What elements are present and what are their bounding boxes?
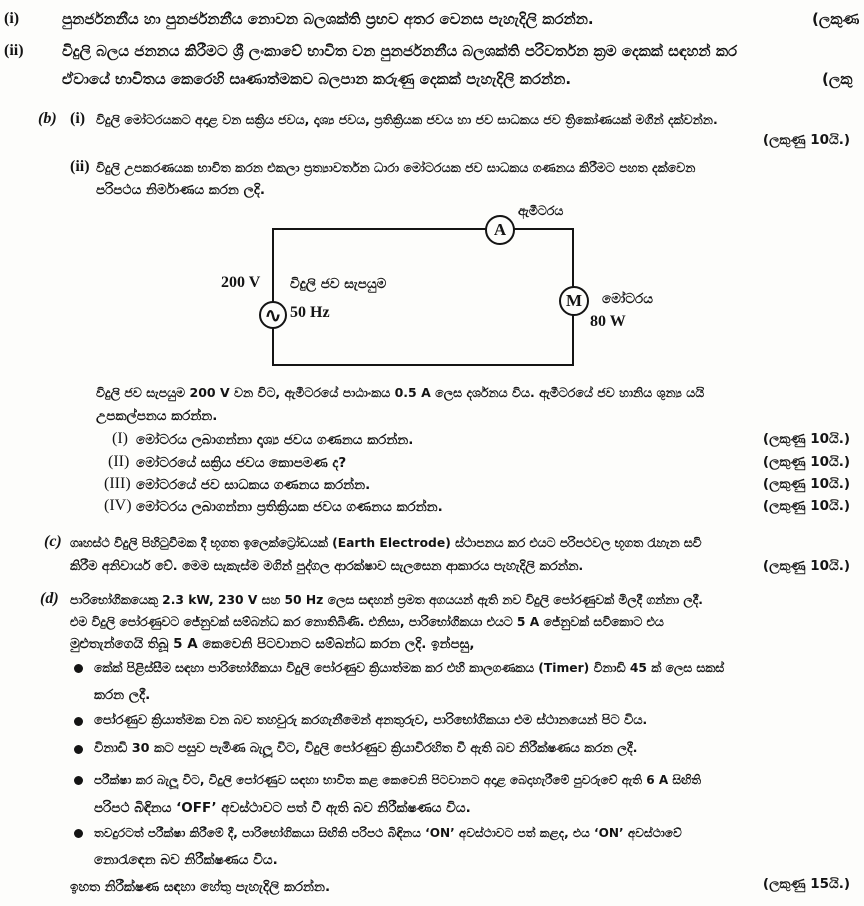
ammeter-label: ඇමීටරය — [518, 203, 564, 218]
observation-4-line1: පරීක්ෂා කර බැලූ විට, විදුලි පෝරණුව සඳහා භාවිත කළ කෙවෙනි පිටවානට අදාළ බෙදාහැරීමේ පුවරුවේ ඇති 6 A සිඟිති — [94, 773, 702, 787]
part-b-i-number: (i) — [70, 110, 86, 127]
part-d-final-marks: (ලකුණු 15යි.) — [762, 876, 850, 892]
question-i-text: පුනර්ජනනීය හා පුනර්ජනනීය නොවන බලශක්ති ප්‍රභව අතර වෙනස පැහැදිලි කරන්න. — [62, 10, 594, 28]
part-b-ii-number: (ii) — [70, 158, 90, 175]
sub-question-I-number: (I) — [112, 430, 128, 447]
sub-question-IV-text: මෝටරය ලබාගන්නා ප්‍රතික්‍රියක ජවය ගණනය කරන්න. — [136, 499, 443, 515]
sub-question-I-text: මෝටරය ලබාගන්නා දෘශ්‍ය ජවය ගණනය කරන්න. — [136, 432, 414, 448]
observation-4-line2: පරිපථ බිඳිනය ‘OFF’ අවස්ථාවට පත් වී ඇති බව නිරීක්ෂණය විය. — [94, 800, 471, 816]
part-d-text-line3: මුළුතැන්ගෙයි තිබූ 5 A කෙවෙනි පිටවානට සම්බන්ධ කරන ලදි. ඉන්පසු, — [70, 636, 475, 652]
bullet-dot — [74, 745, 83, 754]
observation-1-line2: කරන ලදී. — [94, 687, 151, 703]
motor-symbol: M — [559, 286, 589, 316]
part-d-final-text: ඉහත නිරීක්ෂණ සඳහා හේතු පැහැදිලි කරන්න. — [70, 879, 331, 895]
supply-frequency: 50 Hz — [290, 304, 330, 321]
part-b-i-text: විදුලි මෝටරයකට අදාළ වන සක්‍රිය ජවය, දෘශ්‍ය ජවය, ප්‍රතික්‍රියක ජවය හා ජව සාධකය ජව ත්‍රිකෝණයක් මගින් දක්වන්න. — [96, 112, 718, 127]
sub-question-III-text: මෝටරයේ ජව සාධකය ගණනය කරන්න. — [136, 477, 371, 493]
question-ii-marks: (ලකු — [822, 70, 853, 88]
observation-5-line2: නොරැඳෙන බව නිරීක්ෂණය විය. — [94, 852, 278, 868]
part-b-i-marks: (ලකුණු 10යි.) — [762, 132, 850, 148]
sub-question-IV-marks: (ලකුණු 10යි.) — [762, 498, 850, 514]
sub-question-II-marks: (ලකුණු 10යි.) — [762, 454, 850, 470]
part-c-text-line2: කිරීම අනිවාර්ය වේ. මෙම සැකැස්ම මගින් පුද්ගල ආරක්ෂාව සැලසෙන ආකාරය පැහැදිලි කරන්න. — [70, 559, 584, 574]
part-c-text-line1: ගෘහස්ථ විදුලි පිහිටුවීමක දී භූගත ඉලෙක්ට්‍රෝඩයක් (Earth Electrode) ස්ථාපනය කර එයට පරිපථවල භූගත රැහැන සවි — [70, 536, 702, 550]
observation-3-line1: විනාඩි 30 කට පසුව පැමිණ බැලූ විට, විදුලි පෝරණුව ක්‍රියාවිරහිත වී ඇති බව නිරීක්ෂණය කරන ලදී. — [94, 741, 638, 756]
wire-left — [272, 228, 274, 366]
part-b-after-text-line1: විදුලි ජව සැපයුම 200 V වන විට, ඇමීටරයේ පාඨාංකය 0.5 A ලෙස දර්ශනය විය. ඇමීටරයේ ජව හානිය ශුන්‍ය යයි — [96, 385, 705, 400]
part-b-label: (b) — [38, 110, 57, 127]
sub-question-IV-number: (IV) — [104, 497, 132, 514]
motor-label: මෝටරය — [602, 291, 653, 307]
supply-voltage: 200 V — [221, 274, 261, 291]
part-b-ii-text-line2: පරිපථය නිර්මාණය කරන ලදි. — [96, 182, 266, 198]
bullet-dot — [74, 829, 83, 838]
sub-question-II-number: (II) — [108, 453, 130, 470]
sub-question-III-number: (III) — [104, 475, 131, 492]
bullet-dot — [74, 717, 83, 726]
supply-label: විදුලි ජව සැපයුම — [290, 276, 387, 292]
part-c-marks: (ලකුණු 10යි.) — [762, 558, 850, 574]
observation-1-line1: කේක් පිළිස්සීම සඳහා පාරිභෝගිකයා විදුලි පෝරණුව ක්‍රියාත්මක කර එහි කාලගණකය (Timer) විනාඩි 45 ක් ලෙස සකස් — [94, 661, 725, 675]
question-ii-text-line2: ඒවායේ භාවිතය කෙරෙහි සෘණාත්මකව බලපාන කරුණු දෙකක් පැහැදිලි කරන්න. — [62, 70, 572, 88]
wire-bottom — [272, 364, 574, 366]
ammeter-symbol: A — [485, 215, 515, 245]
part-b-after-text-line2: උපකල්පනය කරන්න. — [96, 408, 218, 424]
part-d-text-line1: පාරිභෝගිකයෙකු 2.3 kW, 230 V සහ 50 Hz ලෙස සඳහන් ප්‍රමත අගයයන් ඇති නව විදුලි පෝරණුවක් මිලදී ගන්නා ලදී. — [70, 593, 703, 607]
sub-question-III-marks: (ලකුණු 10යි.) — [762, 476, 850, 492]
part-d-text-line2: එම විදුලි පෝරණුවට ජේනුවක් සම්බන්ධ කර නොතිබිණි. එනිසා, පාරිභෝගිකයා එයට 5 A ජේනුවක් සවිකොට එය — [70, 615, 664, 629]
motor-power: 80 W — [590, 313, 626, 330]
wire-top — [272, 228, 574, 230]
bullet-dot — [74, 776, 83, 785]
question-ii-number: (ii) — [4, 42, 24, 59]
question-i-marks: (ලකුණ — [812, 10, 860, 28]
question-ii-text-line1: විදුලි බලය ජනනය කිරීමට ශ්‍රී ලංකාවේ භාවිත වන පුනර්ජනනීය බලශක්ති පරිවර්තන ක්‍රම දෙකක් සඳහන් කර — [62, 42, 738, 60]
observation-5-line1: තවදුරටත් පරීක්ෂා කිරීමේ දී, පාරිභෝගිකයා සිඟිති පරිපථ බිඳිනය ‘ON’ අවස්ථාවට පත් කළද, එය ‘ON’ අවස්ථාවේ — [94, 826, 682, 840]
part-d-label: (d) — [40, 590, 59, 607]
question-i-number: (i) — [4, 10, 20, 27]
sub-question-II-text: මෝටරයේ සක්‍රිය ජවය කොපමණ ද? — [136, 455, 347, 471]
ac-source-icon: ∿ — [259, 301, 287, 329]
bullet-dot — [74, 664, 83, 673]
sub-question-I-marks: (ලකුණු 10යි.) — [762, 431, 850, 447]
observation-2-line1: පෝරණුව ක්‍රියාත්මක වන බව තහවුරු කරගැනීමෙන් අනතුරුව, පාරිභෝගිකයා එම ස්ථානයෙන් පිට විය. — [94, 713, 648, 728]
part-b-ii-text-line1: විදුලි උපකරණයක භාවිත කරන එකලා ප්‍රත්‍යාවර්තන ධාරා මෝටරයක ජව සාධකය ගණනය කිරීමට පහත දක්වෙන — [96, 160, 696, 175]
part-c-label: (c) — [44, 533, 62, 550]
